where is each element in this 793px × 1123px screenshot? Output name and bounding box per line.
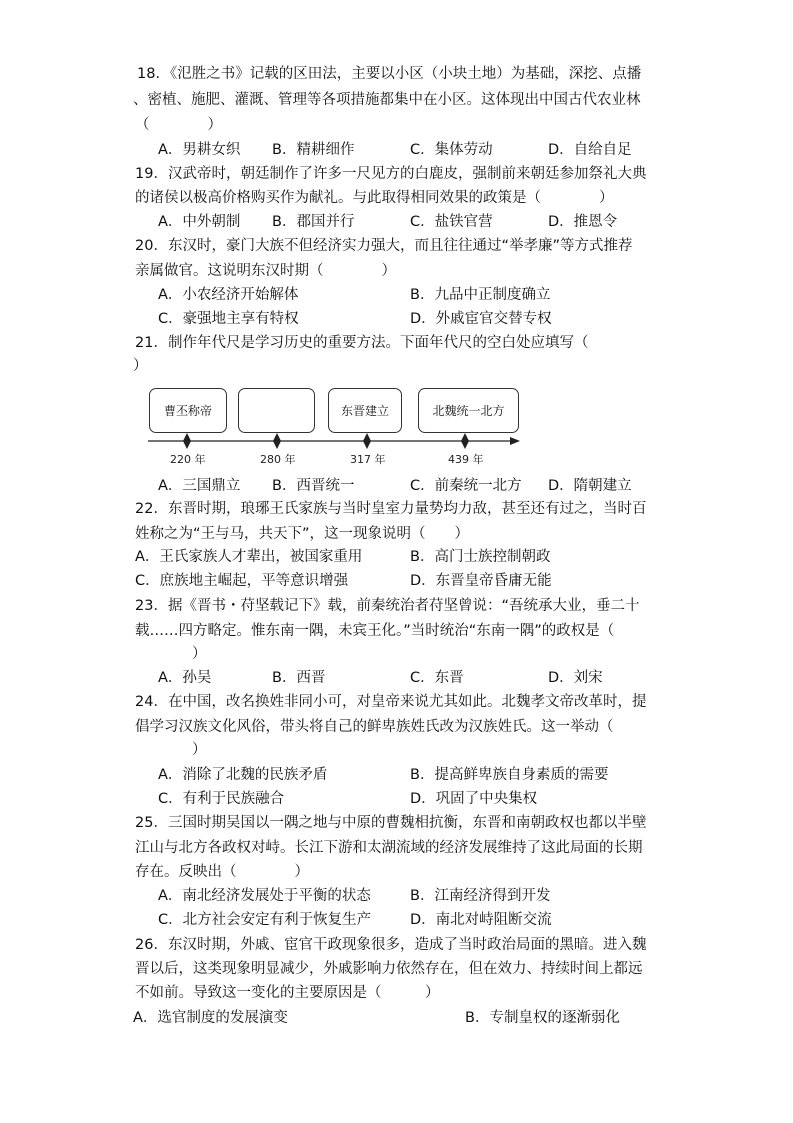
q19-option-b[interactable]: B．郡国并行 bbox=[272, 214, 355, 230]
q18-line-1: 18．《氾胜之书》记载的区田法，主要以小区（小块土地）为基础，深挖、点播 bbox=[137, 66, 642, 82]
q22-line-2: 姓称之为“王与马，共天下”，这一现象说明（ ） bbox=[135, 526, 470, 542]
q20-option-a[interactable]: A．小农经济开始解体 bbox=[158, 287, 299, 303]
timeline-marker-317 bbox=[363, 433, 371, 449]
q23-option-c[interactable]: C．东晋 bbox=[410, 670, 464, 686]
q19-line-2: 的诸侯以极高价格购买作为献礼。与此取得相同效果的政策是（ ） bbox=[135, 190, 614, 206]
q24-option-b[interactable]: B．提高鲜卑族自身素质的需要 bbox=[410, 767, 609, 783]
q24-option-d[interactable]: D．巩固了中央集权 bbox=[410, 791, 538, 807]
timeline-year-317: 317 年 bbox=[350, 453, 386, 466]
timeline-marker-439 bbox=[461, 433, 469, 449]
q18-option-b[interactable]: B．精耕细作 bbox=[272, 142, 355, 158]
timeline-box-2-blank bbox=[238, 388, 315, 433]
q22-option-d[interactable]: D．东晋皇帝昏庸无能 bbox=[410, 573, 552, 589]
q20-option-d[interactable]: D．外戚宦官交替专权 bbox=[410, 311, 552, 327]
q23-option-b[interactable]: B．西晋 bbox=[272, 670, 326, 686]
q25-line-2: 江山与北方各政权对峙。长江下游和太湖流域的经济发展维持了这此局面的长期 bbox=[135, 840, 643, 856]
q26-line-3: 不如前。导致这一变化的主要原因是（ ） bbox=[135, 985, 440, 1001]
timeline-year-280: 280 年 bbox=[260, 453, 296, 466]
q21-option-c[interactable]: C．前秦统一北方 bbox=[410, 478, 522, 494]
q25-option-b[interactable]: B．江南经济得到开发 bbox=[410, 888, 551, 904]
q19-line-1: 19．汉武帝时，朝廷制作了许多一尺见方的白鹿皮，强制前来朝廷参加祭礼大典 bbox=[135, 166, 647, 182]
q21-option-b[interactable]: B．西晋统一 bbox=[272, 478, 355, 494]
q21-line-2: ） bbox=[133, 358, 148, 374]
timeline-box-3: 东晋建立 bbox=[328, 388, 402, 433]
q24-option-c[interactable]: C．有利于民族融合 bbox=[158, 791, 285, 807]
q18-line-2: 、密植、施肥、灌溉、管理等各项措施都集中在小区。这体现出中国古代农业林 bbox=[133, 92, 641, 108]
q25-option-c[interactable]: C．北方社会安定有利于恢复生产 bbox=[158, 912, 372, 928]
q19-option-d[interactable]: D．推恩令 bbox=[548, 214, 618, 230]
q22-option-c[interactable]: C．庶族地主崛起，平等意识增强 bbox=[135, 573, 349, 589]
q24-option-a[interactable]: A．消除了北魏的民族矛盾 bbox=[158, 767, 328, 783]
q23-line-3: ） bbox=[192, 646, 207, 662]
q25-option-d[interactable]: D．南北对峙阻断交流 bbox=[410, 912, 552, 928]
q18-option-d[interactable]: D．自给自足 bbox=[548, 142, 632, 158]
q25-option-a[interactable]: A．南北经济发展处于平衡的状态 bbox=[158, 888, 371, 904]
q19-option-a[interactable]: A．中外朝制 bbox=[158, 214, 241, 230]
q20-line-2: 亲属做官。这说明东汉时期（ ） bbox=[135, 263, 396, 279]
q25-line-1: 25．三国时期吴国以一隅之地与中原的曹魏相抗衡，东晋和南朝政权也都以半壁 bbox=[135, 815, 647, 831]
q20-option-b[interactable]: B．九品中正制度确立 bbox=[410, 287, 551, 303]
timeline-year-220: 220 年 bbox=[170, 453, 206, 466]
q23-option-d[interactable]: D．刘宋 bbox=[548, 670, 603, 686]
timeline-arrow-icon bbox=[510, 437, 520, 445]
q22-option-a[interactable]: A．王氏家族人才辈出，被国家重用 bbox=[135, 549, 363, 565]
q26-line-1: 26．东汉时期，外戚、宦官干政现象很多，造成了当时政治局面的黑暗。进入魏 bbox=[135, 937, 647, 953]
q26-option-a[interactable]: A．选官制度的发展演变 bbox=[133, 1010, 288, 1026]
q21-line-1: 21．制作年代尺是学习历史的重要方法。下面年代尺的空白处应填写（ bbox=[135, 335, 589, 351]
q22-line-1: 22．东晋时期，琅琊王氏家族与当时皇室力量势均力敌，甚至还有过之，当时百 bbox=[135, 501, 647, 517]
timeline-box-1: 曹丕称帝 bbox=[149, 388, 227, 433]
q26-line-2: 晋以后，这类现象明显减少，外戚影响力依然存在，但在效力、持续时间上都远 bbox=[135, 961, 643, 977]
q22-option-b[interactable]: B．高门士族控制朝政 bbox=[410, 549, 551, 565]
timeline-marker-280 bbox=[273, 433, 281, 449]
timeline-box-4: 北魏统一北方 bbox=[418, 388, 519, 433]
q19-option-c[interactable]: C．盐铁官营 bbox=[410, 214, 493, 230]
q20-line-1: 20．东汉时，豪门大族不但经济实力强大，而且往往通过“举孝廉”等方式推荐 bbox=[135, 238, 633, 254]
q18-line-3: （ ） bbox=[135, 117, 222, 133]
q18-option-c[interactable]: C．集体劳动 bbox=[410, 142, 493, 158]
timeline-year-439: 439 年 bbox=[448, 453, 484, 466]
q20-option-c[interactable]: C．豪强地主享有特权 bbox=[158, 311, 299, 327]
q26-option-b[interactable]: B．专制皇权的逐渐弱化 bbox=[465, 1010, 620, 1026]
q24-line-1: 24．在中国，改名换姓非同小可，对皇帝来说尤其如此。北魏孝文帝改革时，提 bbox=[135, 694, 647, 710]
q24-line-3: ） bbox=[192, 742, 207, 758]
q23-option-a[interactable]: A．孙吴 bbox=[158, 670, 212, 686]
q21-option-d[interactable]: D．隋朝建立 bbox=[548, 478, 632, 494]
q18-option-a[interactable]: A．男耕女织 bbox=[158, 142, 241, 158]
q24-line-2: 倡学习汉族文化风俗，带头将自己的鲜卑族姓氏改为汉族姓氏。这一举动（ bbox=[135, 719, 614, 735]
q23-line-1: 23．据《晋书・苻坚载记下》载，前秦统治者苻坚曾说：“吾统承大业，垂二十 bbox=[135, 598, 640, 614]
q23-line-2: 载……四方略定。惟东南一隅，未宾王化。”当时统治“东南一隅”的政权是（ bbox=[135, 623, 615, 639]
q25-line-3: 存在。反映出（ ） bbox=[135, 864, 309, 880]
q21-option-a[interactable]: A．三国鼎立 bbox=[158, 478, 241, 494]
timeline-marker-220 bbox=[183, 433, 191, 449]
